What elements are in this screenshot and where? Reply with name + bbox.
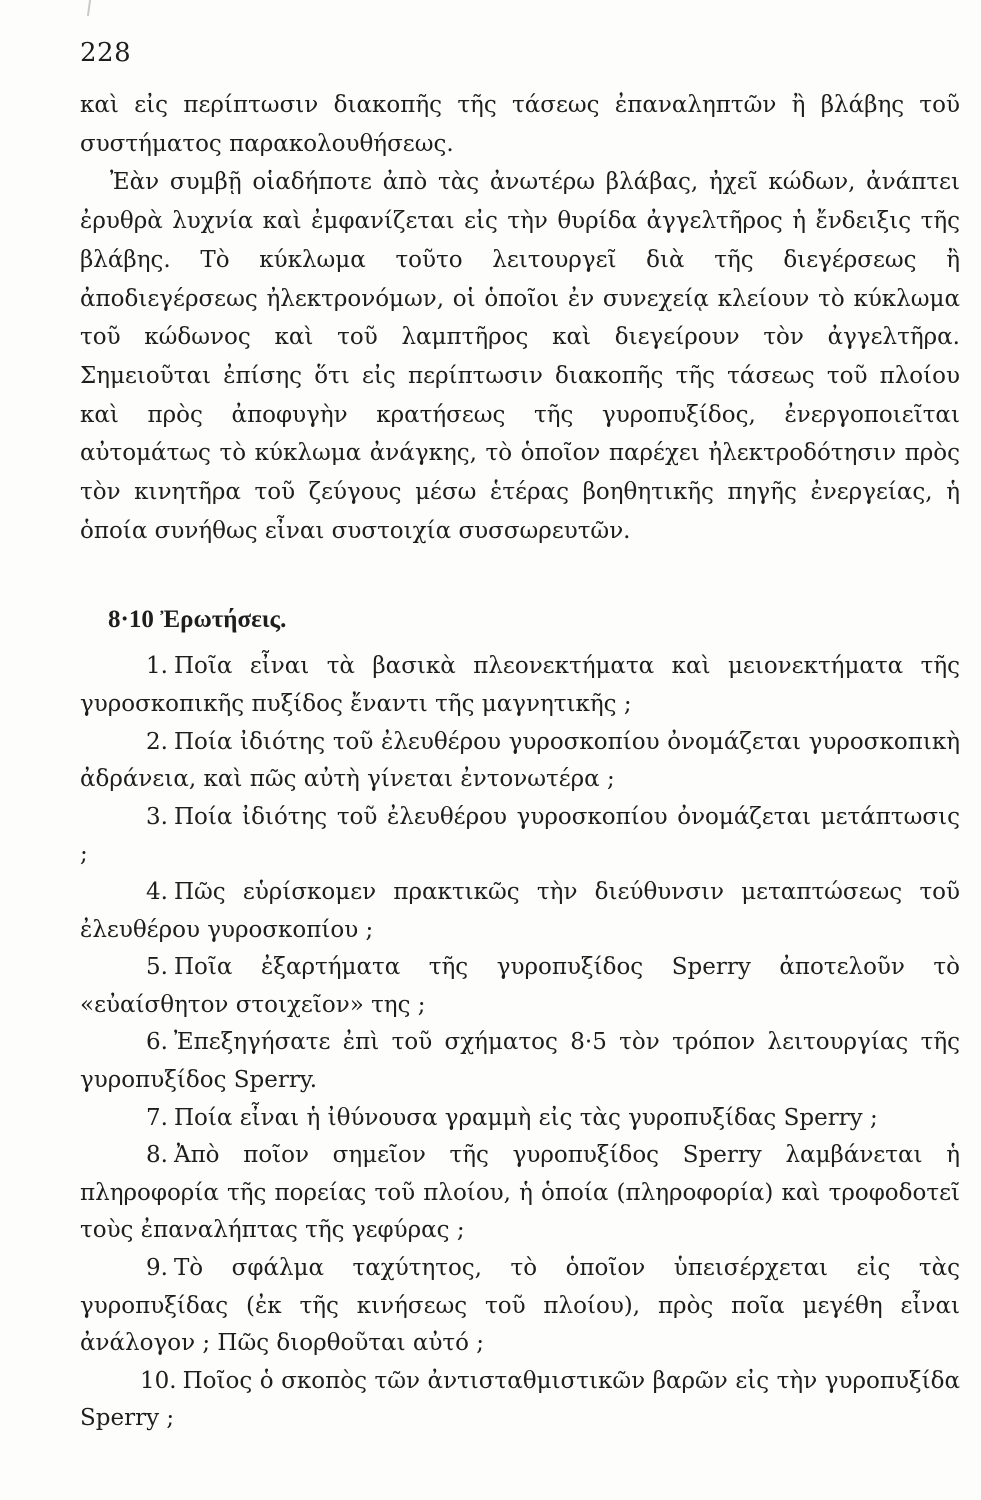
question-item: [80, 799, 960, 874]
question-item: [80, 648, 960, 723]
question-text: Ποῖος ὁ σκοπὸς τῶν ἀντισταθμιστικῶν βαρῶν εἰς τὴν γυροπυξίδα Sperry ;: [80, 1367, 960, 1432]
question-item: [80, 949, 960, 1024]
scan-mark: [87, 0, 91, 16]
question-item: [80, 1100, 960, 1138]
question-number: 4.: [146, 879, 168, 905]
question-item: [80, 724, 960, 799]
question-item: [80, 1137, 960, 1250]
question-number: 9.: [146, 1254, 168, 1281]
section-title: Ἐρωτήσεις.: [160, 606, 287, 634]
question-text: Πῶς εὑρίσκομεν πρακτικῶς τὴν διεύθυνσιν μεταπτώσεως τοῦ ἐλευθέρου γυροσκοπίου ;: [80, 879, 960, 943]
question-number: 5.: [146, 954, 168, 981]
question-number: 3.: [146, 803, 168, 830]
section-number: 8·10: [108, 606, 154, 634]
question-text: Ποία εἶναι ἡ ἰθύνουσα γραμμὴ εἰς τὰς γυροπυξίδας Sperry ;: [173, 1104, 878, 1131]
question-number: 6.: [146, 1029, 168, 1056]
question-text: Ἐπεξηγήσατε ἐπὶ τοῦ σχήματος 8·5 τὸν τρόπον λειτουργίας τῆς γυροπυξίδος Sperry.: [80, 1029, 960, 1093]
question-text: Ποῖα ἐξαρτήματα τῆς γυροπυξίδος Sperry ἀποτελοῦν τὸ «εὐαίσθητον στοιχεῖον» της ;: [80, 954, 960, 1018]
question-text: Ποῖα εἶναι τὰ βασικὰ πλεονεκτήματα καὶ μειονεκτήματα τῆς γυροσκοπικῆς πυξίδος ἔναντι τῆς μαγνητικῆς ;: [80, 653, 960, 718]
question-text: Τὸ σφάλμα ταχύτητος, τὸ ὁποῖον ὑπεισέρχεται εἰς τὰς γυροπυξίδας (ἐκ τῆς κινήσεως τοῦ πλοίου), πρὸς ποῖα μεγέθη εἶναι ἀνάλογον ; Πῶς διορθοῦται αὐτό ;: [80, 1254, 960, 1357]
question-number: 2.: [146, 728, 168, 755]
question-item: [80, 1363, 960, 1438]
question-number: 1.: [146, 653, 168, 680]
continuation-paragraph: καὶ εἰς περίπτωσιν διακοπῆς τῆς τάσεως ἐπαναληπτῶν ἢ βλάβης τοῦ συστήματος παρακολουθήσεως.: [80, 92, 960, 157]
page-number: 228: [80, 38, 132, 68]
question-number: 8.: [146, 1142, 168, 1169]
question-number: 7.: [146, 1104, 168, 1131]
question-text: Ἀπὸ ποῖον σημεῖον τῆς γυροπυξίδος Sperry λαμβάνεται ἡ πληροφορία τῆς πορείας τοῦ πλοίου, ἡ ὁποία (πληροφορία) καὶ τροφοδοτεῖ τοὺς ἐπαναλήπτας τῆς γεφύρας ;: [80, 1142, 960, 1244]
question-item: [80, 1250, 960, 1363]
question-item: [80, 874, 960, 949]
section-heading: [108, 600, 960, 640]
page-content: [80, 86, 960, 1438]
question-number: 10.: [140, 1367, 177, 1394]
main-paragraph: Ἐὰν συμβῇ οἱαδήποτε ἀπὸ τὰς ἀνωτέρω βλάβας, ἠχεῖ κώδων, ἀνάπτει ἐρυθρὰ λυχνία καὶ ἐμφανίζεται εἰς τὴν θυρίδα ἀγγελτῆρος ἡ ἔνδειξις τῆς βλάβης. Τὸ κύκλωμα τοῦτο λειτουργεῖ διὰ τῆς διεγέρσεως ἢ ἀποδιεγέρσεως ἠλεκτρονόμων, οἱ ὁποῖοι ἐν συνεχείᾳ κλείουν τὸ κύκλωμα τοῦ κώδωνος καὶ τοῦ λαμπτῆρος καὶ διεγείρουν τὸν ἀγγελτῆρα. Σημειοῦται ἐπίσης ὅτι εἰς περίπτωσιν διακοπῆς τῆς τάσεως τοῦ πλοίου καὶ πρὸς ἀποφυγὴν κρατήσεως τῆς γυροπυξίδος, ἐνεργοποιεῖται αὐτομάτως τὸ κύκλωμα ἀνάγκης, τὸ ὁποῖον παρέχει ἠλεκτροδότησιν πρὸς τὸν κινητῆρα τοῦ ζεύγους μέσω ἑτέρας βοηθητικῆς πηγῆς ἐνεργείας, ἡ ὁποία συνήθως εἶναι συστοιχία συσσωρευτῶν.: [80, 169, 960, 544]
question-text: Ποία ἰδιότης τοῦ ἐλευθέρου γυροσκοπίου ὀνομάζεται γυροσκοπικὴ ἀδράνεια, καὶ πῶς αὐτὴ γίνεται ἐντονωτέρα ;: [80, 728, 960, 793]
question-text: Ποία ἰδιότης τοῦ ἐλευθέρου γυροσκοπίου ὀνομάζεται μετάπτωσις ;: [80, 803, 960, 868]
questions-list: [80, 648, 960, 1437]
question-item: [80, 1024, 960, 1099]
